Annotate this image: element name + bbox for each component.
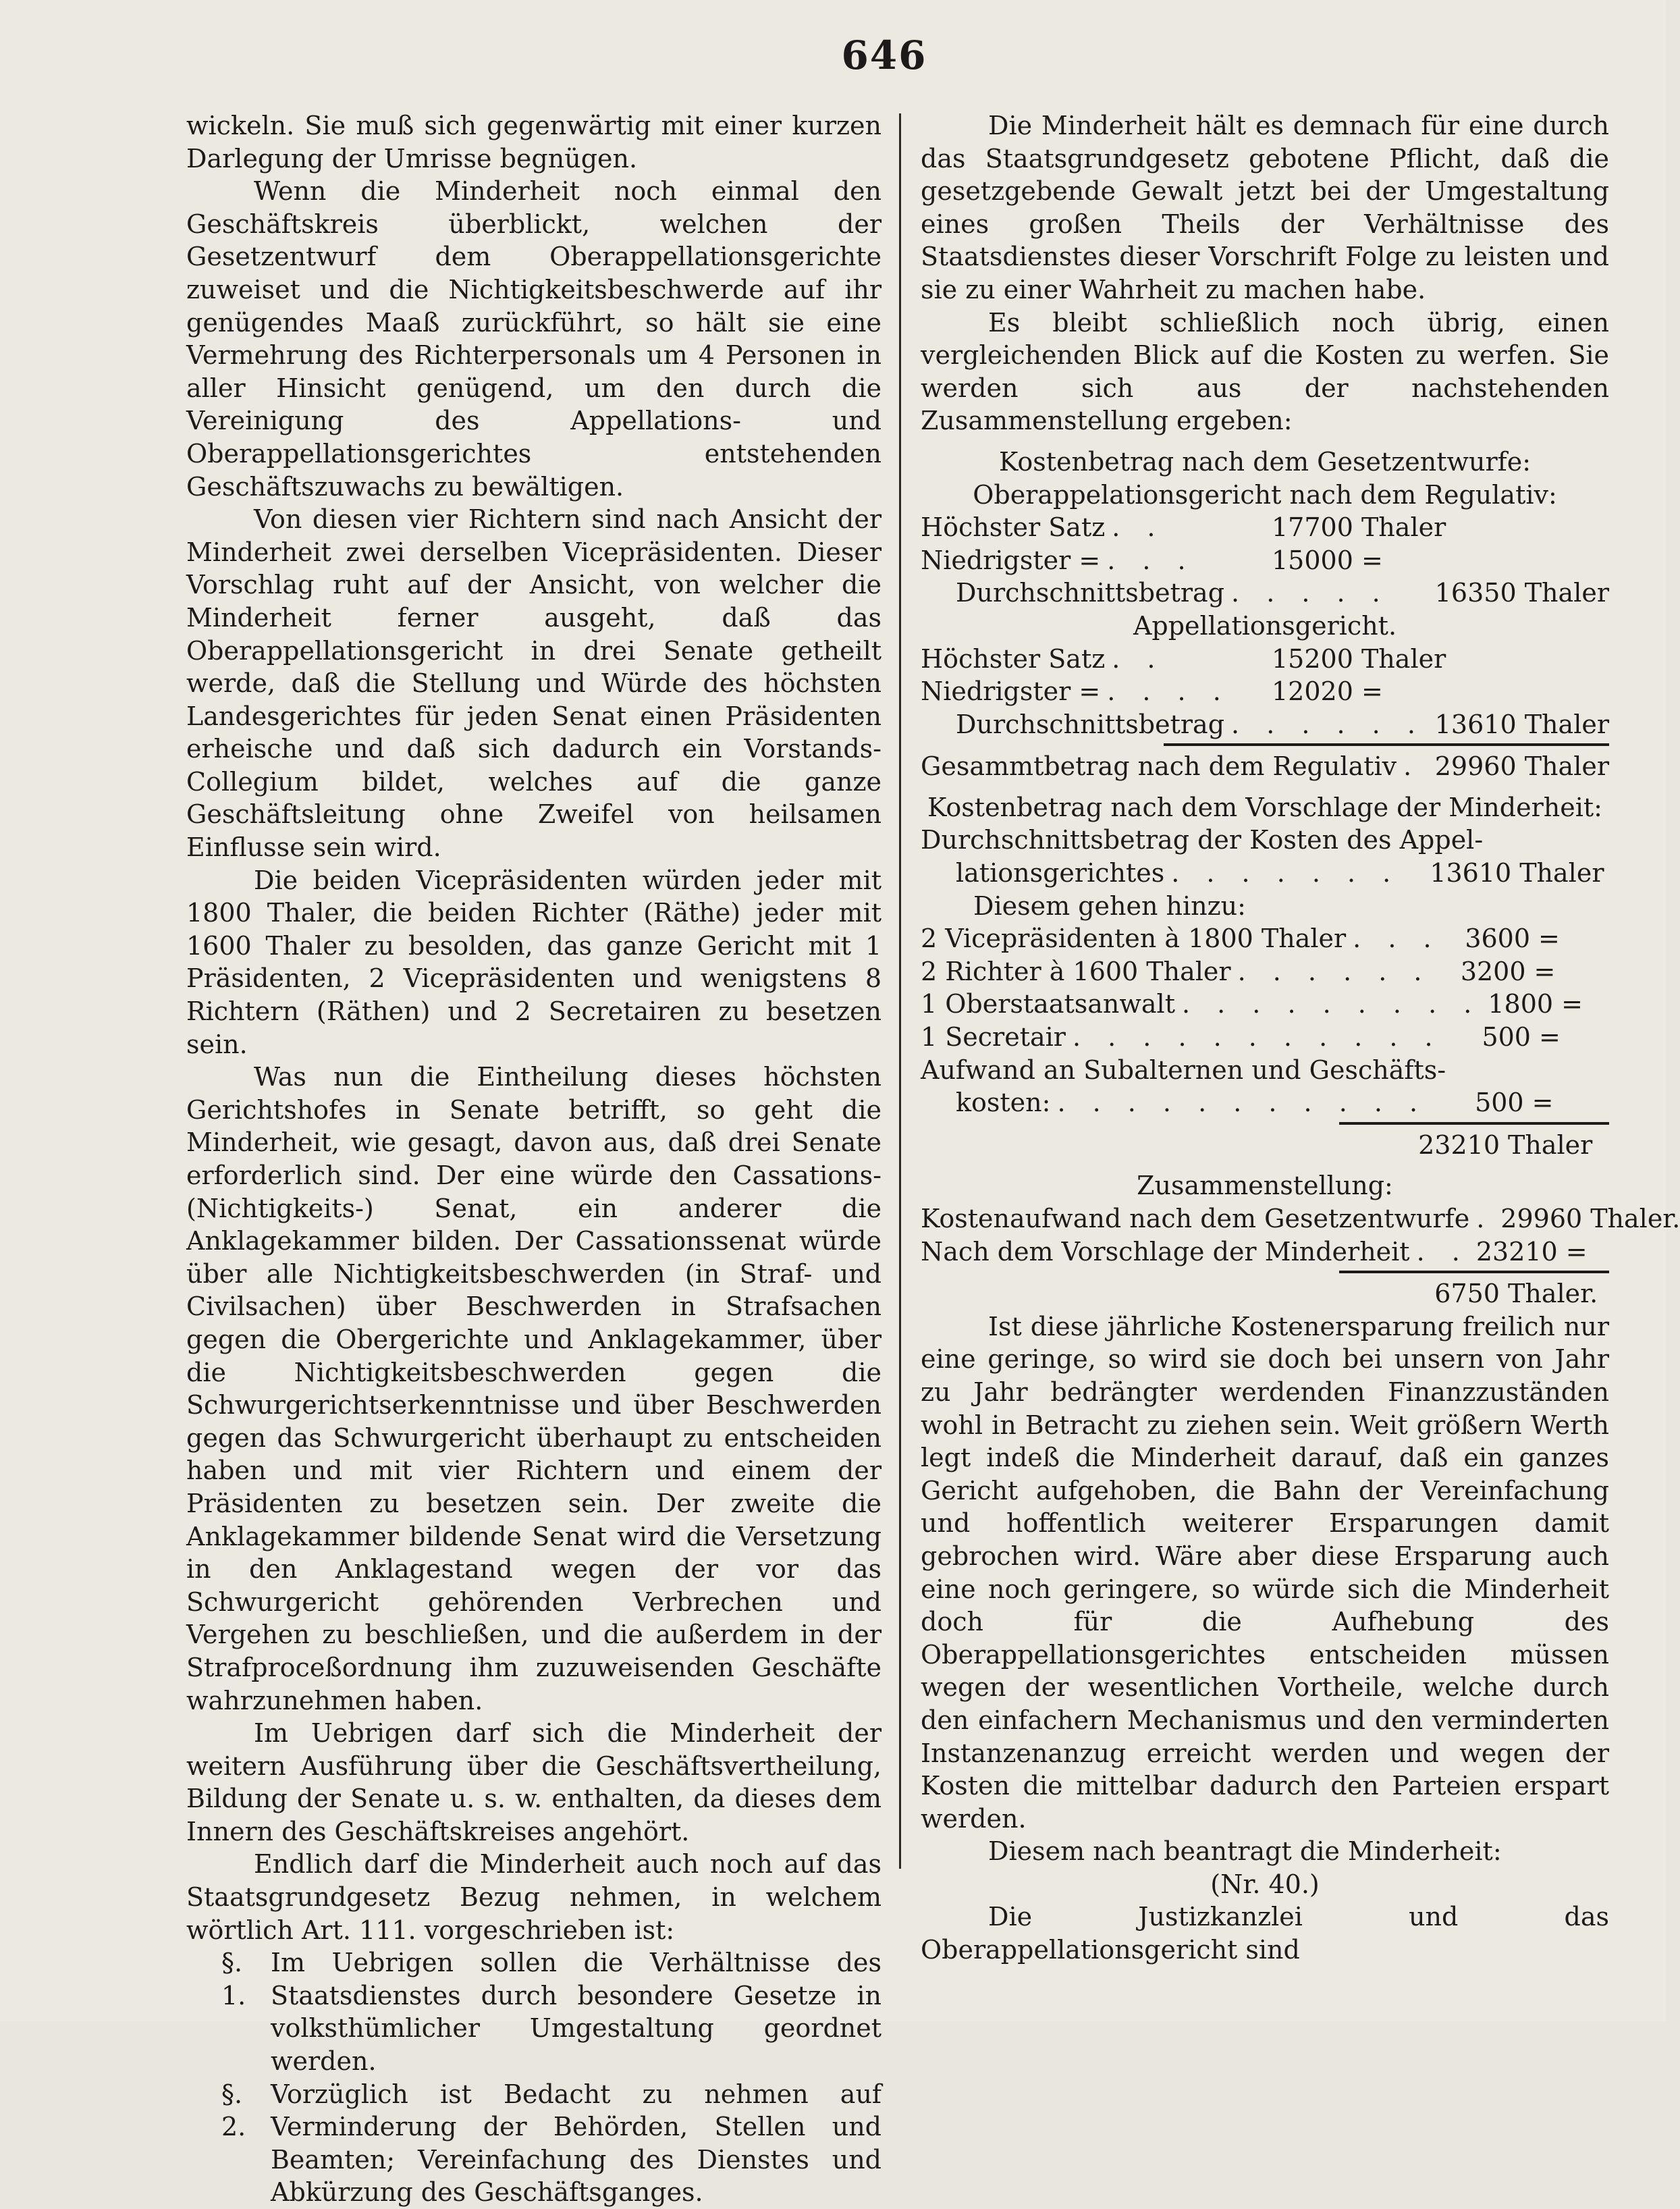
cost-row: Niedrigster = . . . 15000 = xyxy=(921,544,1609,577)
summary-heading: Zusammenstellung: xyxy=(1137,1171,1393,1201)
cost-average-row: Durchschnittsbetrag . . . . . 16350 Thaler xyxy=(921,577,1609,610)
cost-value: 6750 xyxy=(1434,1279,1500,1309)
motion-number: (Nr. 40.) xyxy=(1210,1869,1320,1899)
cost-heading-draft: Kostenbetrag nach dem Gesetzentwurfe: xyxy=(998,446,1532,477)
left-column xyxy=(186,109,882,2209)
sum-rule xyxy=(1339,1122,1609,1125)
cost-value: 3600 xyxy=(1465,924,1531,954)
cost-value: 500 xyxy=(1475,1088,1524,1118)
cost-label: 1 Oberstaatsanwalt xyxy=(921,989,1175,1019)
cost-label: Durchschnittsbetrag xyxy=(956,709,1225,739)
cost-value: 17700 Thaler xyxy=(1272,512,1446,543)
cost-line: Aufwand an Subalternen und Geschäfts- xyxy=(921,1055,1446,1085)
cost-average-row: Durchschnittsbetrag . . . . . . 13610 Thaler xyxy=(921,708,1609,741)
cost-label: Nach dem Vorschlage der Minderheit xyxy=(921,1236,1410,1267)
cost-value: 3200 xyxy=(1460,956,1526,986)
cost-label: 2 Richter à 1600 Thaler xyxy=(921,956,1231,986)
cost-value: 1800 xyxy=(1488,989,1554,1019)
cost-row: Niedrigster = . . . . 12020 = xyxy=(921,675,1609,708)
cost-heading-minority: Kostenbetrag nach dem Vorschlage der Minderheit: xyxy=(927,792,1602,822)
paragraph: Endlich darf die Minderheit auch noch auf das Staatsgrundgesetz Bezug nehmen, in welchem wörtlich Art. 111. vorgeschrieben ist: xyxy=(186,1849,882,1945)
sum-row xyxy=(921,1129,1609,1162)
page-number: 646 xyxy=(841,32,927,78)
paragraph: Wenn die Minderheit noch einmal den Geschäftskreis überblickt, welchen der Gesetzentwurf dem Oberappellationsgerichte zuweiset und die Nichtigkeitsbeschwerde auf ihr genügendes Maaß zurückführt, so hält sie eine Vermehrung des Richterpersonals um 4 Personen in aller Hinsicht genügend, um den durch die Vereinigung des Appellations- und Oberappellationsgerichtes entstehenden Geschäftszuwachs zu bewältigen. xyxy=(186,176,882,502)
cost-label: 1 Secretair xyxy=(921,1022,1066,1053)
sum-rule xyxy=(1339,1271,1609,1273)
cost-value: 12020 = xyxy=(1272,676,1383,707)
cost-unit: = xyxy=(1538,1022,1561,1053)
cost-unit: Thaler. xyxy=(1590,1204,1680,1233)
cost-label: Gesammtbetrag nach dem Regulativ xyxy=(921,751,1397,782)
cost-label: Kostenaufwand nach dem Gesetzentwurfe xyxy=(921,1204,1470,1233)
cost-value: 15200 Thaler xyxy=(1272,643,1446,674)
total-row: Gesammtbetrag nach dem Regulativ . 29960 Thaler xyxy=(921,750,1609,783)
paragraph: Im Uebrigen darf sich die Minderheit der weitern Ausführung über die Geschäftsvertheilung, Bildung der Senate u. s. w. enthalten, da dieses dem Innern des Geschäftskreises angehört. xyxy=(186,1718,882,1846)
cost-unit: = xyxy=(1538,924,1560,954)
cost-label: kosten: xyxy=(956,1088,1051,1118)
cost-unit: = xyxy=(1532,1088,1554,1118)
section-number: §. 1. xyxy=(221,1948,246,2011)
column-divider xyxy=(899,113,901,1869)
section-text: Vorzüglich ist Bedacht zu nehmen auf Verminderung der Behörden, Stellen und Beamten; Vereinfachung des Dienstes und Abkürzung des Geschäftsganges. xyxy=(271,2079,882,2208)
cost-label: 2 Vicepräsidenten à 1800 Thaler xyxy=(921,924,1347,954)
section-text: Im Uebrigen sollen die Verhältnisse des Staatsdienstes durch besondere Gesetze in volksthümlicher Umgestaltung geordnet werden. xyxy=(271,1948,882,2077)
right-column xyxy=(921,109,1680,1967)
cost-row: lationsgerichtes . . . . . . . 13610 Thaler xyxy=(921,857,1609,890)
heading-appellationsgericht: Appellationsgericht. xyxy=(1133,610,1397,641)
paragraph: Ist diese jährliche Kostenersparung freilich nur eine geringe, so wird sie doch bei unsern von Jahr zu Jahr bedrängter werdenden Finanzzuständen wohl in Betracht zu ziehen sein. Weit größern Werth legt indeß die Minderheit darauf, daß ein ganzes Gericht aufgehoben, die Bahn der Vereinfachung und hoffentlich weiterer Ersparungen damit gebrochen wird. Wäre aber diese Ersparung auch eine noch geringere, so würde sich die Minderheit doch für die Aufhebung des Oberappellationsgerichtes entscheiden müssen wegen der wesentlichen Vortheile, welche durch den einfachern Mechanismus und den verminderten Instanzenanzug erreicht werden und wegen der Kosten die mittelbar dadurch den Parteien erspart werden. xyxy=(921,1311,1609,1834)
paragraph: Es bleibt schließlich noch übrig, einen vergleichenden Blick auf die Kosten zu werfen. Sie werden sich aus der nachstehenden Zusammenstellung ergeben: xyxy=(921,307,1609,436)
cost-label: Niedrigster = xyxy=(921,545,1101,575)
paragraph: wickeln. Sie muß sich gegenwärtig mit einer kurzen Darlegung der Umrisse begnügen. xyxy=(186,111,882,174)
cost-unit: Thaler xyxy=(1519,858,1604,888)
cost-item-row: 2 Vicepräsidenten à 1800 Thaler . . . 3600 = xyxy=(921,922,1609,955)
cost-value: 23210 xyxy=(1475,1236,1558,1267)
cost-label: Durchschnittsbetrag xyxy=(956,578,1225,608)
cost-subheading: Diesem gehen hinzu: xyxy=(973,890,1246,921)
heading-oberappellationsgericht: Oberappelationsgericht nach dem Regulativ: xyxy=(973,479,1557,510)
paragraph: Die Justizkanzlei und das Oberappellationsgericht sind xyxy=(921,1902,1609,1965)
paragraph: Was nun die Eintheilung dieses höchsten Gerichtshofes in Senate betrifft, so geht die Minderheit, wie gesagt, davon aus, daß drei Senate erforderlich sind. Der eine würde den Cassations- (Nichtigkeits-) Senat, ein anderer die Anklagekammer bilden. Der Cassationssenat würde über alle Nichtigkeitsbeschwerden (in Straf- und Civilsachen) über Beschwerden in Strafsachen gegen die Obergerichte und Anklagekammer, über die Nichtigkeitsbeschwerden gegen die Schwurgerichtserkenntnisse und über Beschwerden gegen das Schwurgericht überhaupt zu entscheiden haben und mit vier Richtern und einem der Präsidenten zu besetzen sein. Der zweite die Anklagekammer bildende Senat wird die Versetzung in den Anklagestand wegen der vor das Schwurgericht gehörenden Verbrechen und Vergehen zu beschließen, und die außerdem in der Strafproceßordnung ihm zuzuweisenden Geschäfte wahrzunehmen haben. xyxy=(186,1062,882,1715)
summary-row: Kostenaufwand nach dem Gesetzentwurfe . 29960 Thaler. xyxy=(921,1202,1609,1235)
cost-label: Höchster Satz xyxy=(921,512,1106,543)
cost-value: 29960 xyxy=(1500,1204,1583,1233)
difference-row xyxy=(921,1277,1609,1310)
cost-value: 16350 Thaler xyxy=(1434,578,1609,608)
cost-label: Höchster Satz xyxy=(921,643,1106,674)
summary-row: Nach dem Vorschlage der Minderheit . . 23210 = xyxy=(921,1235,1609,1269)
cost-unit: = xyxy=(1565,1236,1588,1267)
law-section xyxy=(186,2078,882,2209)
cost-unit: Thaler xyxy=(1508,1129,1593,1160)
law-section xyxy=(186,1946,882,2077)
cost-value: 23210 xyxy=(1418,1129,1500,1160)
cost-item-row: 1 Oberstaatsanwalt . . . . . . . . . 1800 = xyxy=(921,988,1609,1021)
cost-line: Durchschnittsbetrag der Kosten des Appel- xyxy=(921,825,1484,855)
paragraph: Von diesen vier Richtern sind nach Ansicht der Minderheit zwei derselben Vicepräsidenten. Dieser Vorschlag ruht auf der Ansicht, von welcher die Minderheit ferner ausgeht, daß das Oberappellationsgericht in drei Senate getheilt werde, daß die Stellung und Würde des höchsten Landesgerichtes für jeden Senat einen Präsidenten erheische und daß sich dadurch ein Vorstands-Collegium bildet, welches auf die ganze Geschäftsleitung ohne Zweifel von heilsamen Einflusse sein wird. xyxy=(186,504,882,863)
cost-value: 29960 Thaler xyxy=(1434,751,1609,782)
paragraph: Die Minderheit hält es demnach für eine durch das Staatsgrundgesetz gebotene Pflicht, daß die gesetzgebende Gewalt jetzt bei der Umgestaltung eines großen Theils der Verhältnisse des Staatsdienstes dieser Vorschrift Folge zu leisten und sie zu einer Wahrheit zu machen habe. xyxy=(921,111,1609,304)
cost-value: 13610 xyxy=(1430,858,1512,888)
cost-unit: = xyxy=(1561,989,1583,1019)
cost-unit: = xyxy=(1534,956,1556,986)
section-number: §. 2. xyxy=(221,2079,246,2142)
cost-item-row: 2 Richter à 1600 Thaler . . . . . . 3200 = xyxy=(921,955,1609,988)
cost-label: lationsgerichtes xyxy=(956,858,1165,888)
cost-row: Höchster Satz . . 15200 Thaler xyxy=(921,643,1609,676)
cost-row: Höchster Satz . . 17700 Thaler xyxy=(921,511,1609,544)
sum-rule xyxy=(1164,743,1609,746)
paragraph: Diesem nach beantragt die Minderheit: xyxy=(988,1836,1502,1867)
cost-value: 13610 Thaler xyxy=(1434,709,1609,739)
cost-value: 500 xyxy=(1482,1022,1531,1053)
cost-label: Niedrigster = xyxy=(921,676,1101,707)
cost-unit: Thaler. xyxy=(1508,1279,1598,1309)
cost-item-row: 1 Secretair . . . . . . . . . . . 500 = xyxy=(921,1021,1609,1054)
cost-value: 15000 = xyxy=(1272,545,1383,575)
cost-item-row: kosten: . . . . . . . . . . . 500 = xyxy=(921,1086,1609,1119)
paragraph: Die beiden Vicepräsidenten würden jeder mit 1800 Thaler, die beiden Richter (Räthe) jeder mit 1600 Thaler zu besolden, das ganze Gericht mit 1 Präsidenten, 2 Vicepräsidenten und wenigstens 8 Richtern (Räthen) und 2 Secretairen zu besetzen sein. xyxy=(186,865,882,1059)
